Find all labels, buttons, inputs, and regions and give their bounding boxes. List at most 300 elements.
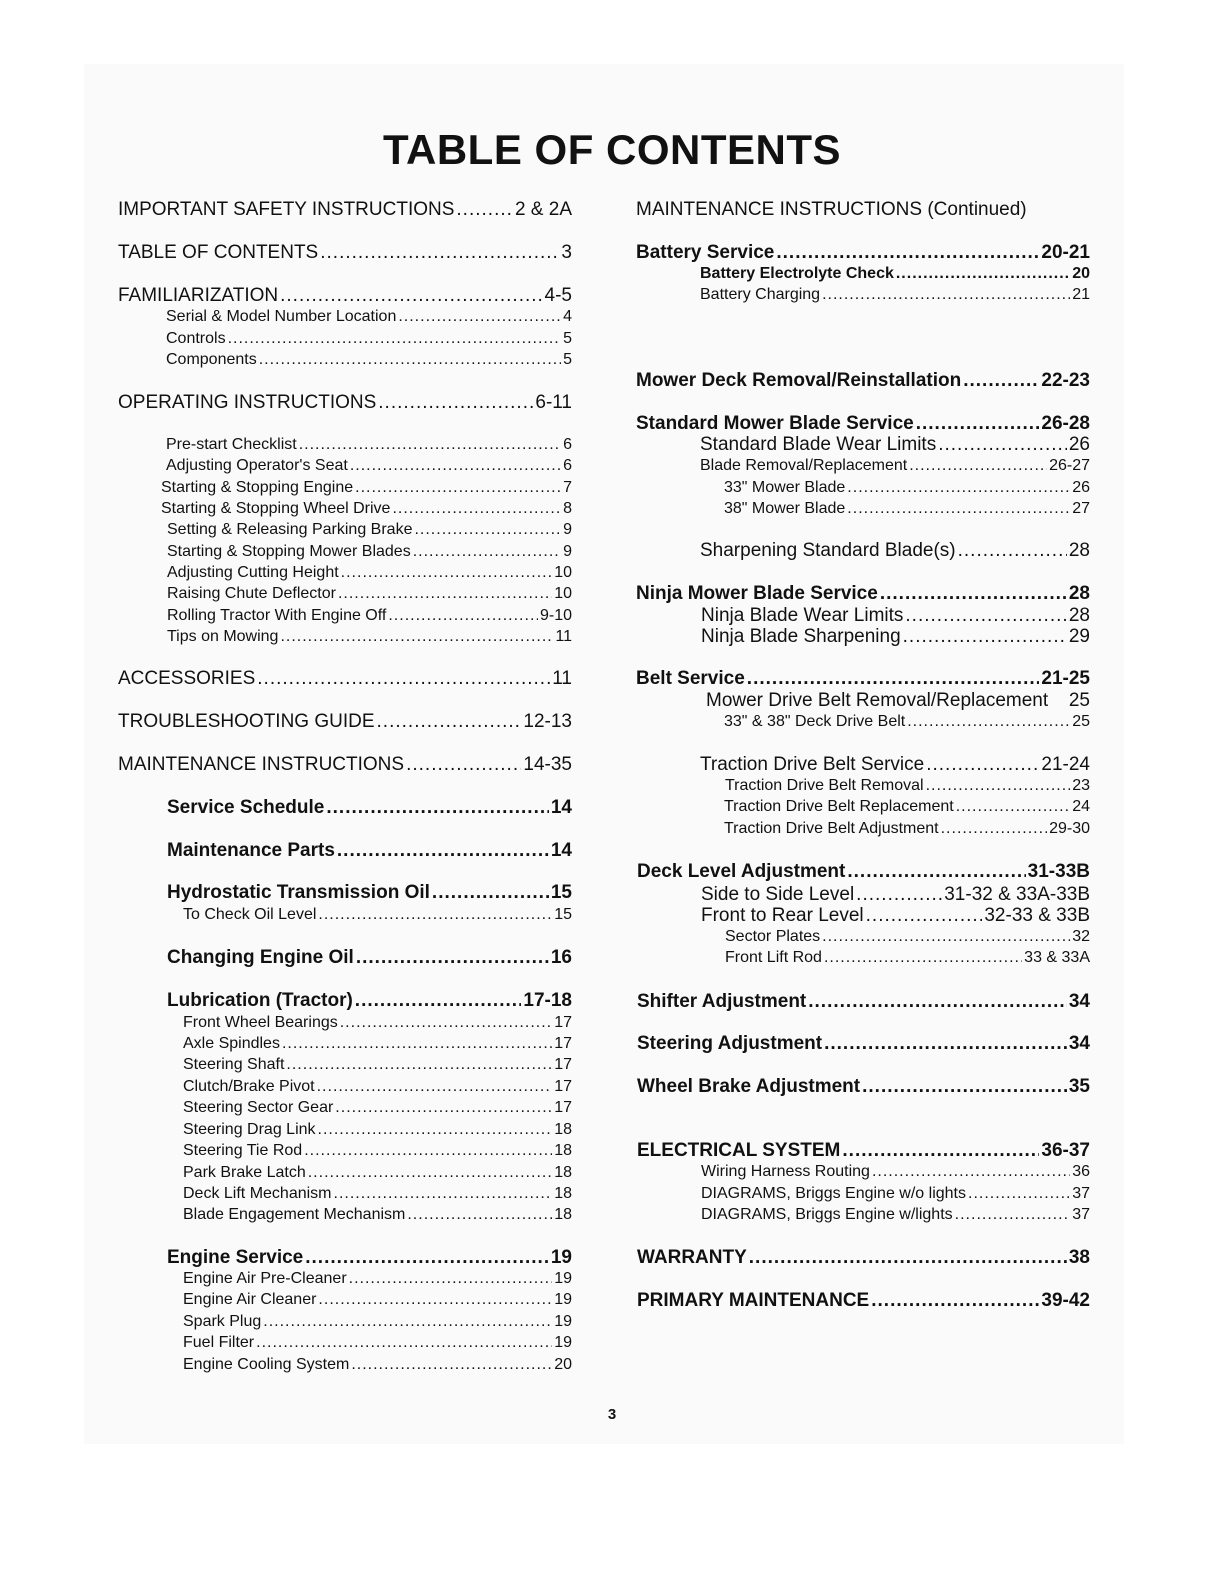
- toc-entry-label: Front to Rear Level: [701, 905, 864, 926]
- toc-entry-label: IMPORTANT SAFETY INSTRUCTIONS: [118, 199, 455, 220]
- dot-leader: [256, 1334, 552, 1352]
- toc-entry-page: 9: [563, 521, 572, 538]
- toc-entry-page: 26-27: [1049, 457, 1090, 474]
- toc-entry-warranty: [637, 1247, 1090, 1269]
- toc-entry-page: 18: [554, 1164, 572, 1181]
- toc-entry-wheel-brake-adjustment: [637, 1076, 1090, 1098]
- page-title: TABLE OF CONTENTS: [382, 126, 842, 173]
- toc-entry-label: Mower Deck Removal/Reinstallation: [636, 370, 962, 391]
- toc-entry-page: 21-25: [1041, 668, 1090, 689]
- dot-leader: [842, 1140, 1039, 1162]
- toc-entry-page: 20: [1072, 265, 1090, 282]
- toc-entry-label: Hydrostatic Transmission Oil: [167, 882, 430, 903]
- toc-entry-page: 28: [1068, 583, 1090, 604]
- toc-entry-label: Traction Drive Belt Service: [700, 754, 925, 775]
- toc-entry-page: 39-42: [1041, 1290, 1090, 1311]
- dot-leader: [872, 1163, 1070, 1181]
- toc-entry-label: Components: [166, 351, 257, 368]
- toc-entry-operating-instructions: [118, 392, 572, 414]
- toc-entry-label: Steering Tie Rod: [183, 1142, 303, 1159]
- toc-entry-label: Deck Level Adjustment: [637, 861, 846, 882]
- toc-entry-label: Axle Spindles: [183, 1035, 280, 1052]
- toc-entry-label: Wiring Harness Routing: [701, 1163, 870, 1180]
- dot-leader: [398, 308, 561, 326]
- toc-entry-page: 2 & 2A: [514, 199, 572, 220]
- dot-leader: [320, 242, 559, 264]
- toc-entry-label: Starting & Stopping Wheel Drive: [161, 500, 391, 517]
- toc-entry-page: 9: [563, 543, 572, 560]
- toc-entry-steering-adjustment: [637, 1033, 1090, 1055]
- dot-leader: [340, 1014, 552, 1032]
- toc-entry-label: Service Schedule: [167, 797, 325, 818]
- toc-entry-page: 22-23: [1041, 370, 1090, 391]
- toc-entry-label: Side to Side Level: [701, 884, 855, 905]
- dot-leader: [355, 990, 522, 1012]
- dot-leader: [903, 626, 1067, 648]
- toc-entry-label: Front Wheel Bearings: [183, 1014, 338, 1031]
- toc-entry-page: 18: [554, 1121, 572, 1138]
- toc-entry-page: 6: [563, 457, 572, 474]
- toc-entry-page: 17: [554, 1099, 572, 1116]
- toc-entry-page: 18: [554, 1142, 572, 1159]
- toc-entry-page: 11: [552, 668, 572, 689]
- toc-entry-page: 28: [1068, 605, 1090, 626]
- toc-entry-starting-stopping-mower-blades: [167, 543, 572, 561]
- toc-entry-page: 34: [1068, 1033, 1090, 1054]
- toc-entry-page: 6-11: [535, 392, 572, 413]
- dot-leader: [907, 713, 1070, 731]
- toc-entry-blade-removal-replacement: [700, 457, 1090, 475]
- toc-entry-page: 35: [1068, 1076, 1090, 1097]
- dot-leader: [862, 1076, 1067, 1098]
- toc-entry-label: Traction Drive Belt Removal: [725, 777, 924, 794]
- dot-leader: [280, 285, 542, 307]
- toc-entry-label: Steering Sector Gear: [183, 1099, 334, 1116]
- toc-entry-38-mower-blade: [724, 500, 1090, 518]
- dot-leader: [305, 1247, 549, 1269]
- toc-entry-page: 17: [554, 1035, 572, 1052]
- dot-leader: [299, 436, 561, 454]
- toc-entry-clutch-brake-pivot: [183, 1078, 572, 1096]
- dot-leader: [747, 668, 1040, 690]
- toc-entry-sector-plates: [725, 928, 1090, 946]
- toc-entry-lubrication-tractor: [167, 990, 572, 1012]
- dot-leader: [308, 1164, 552, 1182]
- toc-entry-label: Starting & Stopping Engine: [161, 479, 354, 496]
- toc-entry-page: 32: [1072, 928, 1090, 945]
- toc-entry-adjusting-cutting-height: [167, 564, 572, 582]
- toc-entry-label: Raising Chute Deflector: [167, 585, 336, 602]
- toc-entry-engine-service: [167, 1247, 572, 1269]
- toc-entry-accessories: [118, 668, 572, 690]
- toc-entry-front-lift-rod: [725, 949, 1090, 967]
- toc-entry-adjusting-operator-s-seat: [166, 457, 572, 475]
- toc-entry-page: 26-28: [1041, 413, 1090, 434]
- toc-entry-page: 10: [554, 564, 572, 581]
- toc-entry-park-brake-latch: [183, 1164, 572, 1182]
- toc-entry-page: 37: [1072, 1185, 1090, 1202]
- toc-entry-page: 19: [554, 1291, 572, 1308]
- dot-leader: [916, 413, 1040, 435]
- toc-entry-page: 17: [554, 1056, 572, 1073]
- toc-entry-maintenance-instructions: [118, 754, 572, 776]
- dot-leader: [228, 330, 562, 348]
- dot-leader: [880, 583, 1067, 605]
- dot-leader: [318, 1121, 553, 1139]
- dot-leader: [286, 1056, 552, 1074]
- toc-entry-front-wheel-bearings: [183, 1014, 572, 1032]
- toc-entry-hydrostatic-transmission-oil: [167, 882, 572, 904]
- dot-leader: [896, 265, 1070, 283]
- dot-leader: [355, 479, 561, 497]
- toc-entry-pre-start-checklist: [166, 436, 572, 454]
- toc-entry-label: ACCESSORIES: [118, 668, 256, 689]
- toc-entry-label: FAMILIARIZATION: [118, 285, 279, 306]
- toc-entry-label: Steering Shaft: [183, 1056, 285, 1073]
- toc-entry-page: 14: [550, 797, 572, 818]
- toc-entry-primary-maintenance: [637, 1290, 1090, 1312]
- toc-entry-belt-service: [636, 668, 1090, 690]
- dot-leader: [822, 286, 1070, 304]
- toc-entry-mower-deck-removal-reinstallation: [636, 370, 1090, 392]
- toc-entry-label: Engine Service: [167, 1247, 304, 1268]
- toc-entry-label: MAINTENANCE INSTRUCTIONS: [118, 754, 405, 775]
- toc-entry-label: ELECTRICAL SYSTEM: [637, 1140, 841, 1161]
- dot-leader: [338, 585, 552, 603]
- toc-entry-page: 8: [563, 500, 572, 517]
- toc-entry-page: 7: [563, 479, 572, 496]
- dot-leader: [956, 798, 1070, 816]
- toc-entry-page: 38: [1068, 1247, 1090, 1268]
- right-header-suffix: (Continued): [927, 199, 1027, 220]
- toc-entry-familiarization: [118, 285, 572, 307]
- dot-leader: [847, 479, 1070, 497]
- toc-entry-service-schedule: [167, 797, 572, 819]
- toc-entry-page: 29-30: [1049, 820, 1090, 837]
- dot-leader: [337, 840, 549, 862]
- dot-leader: [350, 457, 561, 475]
- dot-leader: [257, 668, 550, 690]
- toc-entry-electrical-system: [637, 1140, 1090, 1162]
- toc-entry-page: 26: [1072, 479, 1090, 496]
- toc-entry-page: 19: [554, 1334, 572, 1351]
- toc-entry-page: 5: [563, 330, 572, 347]
- dot-leader: [938, 434, 1067, 456]
- dot-leader: [318, 1291, 552, 1309]
- toc-entry-label: Starting & Stopping Mower Blades: [167, 543, 411, 560]
- toc-entry-label: Steering Adjustment: [637, 1033, 823, 1054]
- toc-entry-label: Engine Air Cleaner: [183, 1291, 317, 1308]
- toc-entry-steering-tie-rod: [183, 1142, 572, 1160]
- toc-entry-page: 11: [555, 628, 572, 645]
- toc-entry-page: 25: [1068, 690, 1090, 711]
- dot-leader: [871, 1290, 1039, 1312]
- toc-entry-label: Lubrication (Tractor): [167, 990, 353, 1011]
- toc-entry-label: Blade Removal/Replacement: [700, 457, 908, 474]
- toc-entry-page: 36: [1072, 1163, 1090, 1180]
- dot-leader: [392, 500, 561, 518]
- dot-leader: [824, 1033, 1067, 1055]
- toc-entry-label: Battery Service: [636, 242, 775, 263]
- toc-entry-label: Sector Plates: [725, 928, 821, 945]
- dot-leader: [926, 777, 1071, 795]
- toc-entry-label: To Check Oil Level: [183, 906, 317, 923]
- toc-entry-label: Wheel Brake Adjustment: [637, 1076, 861, 1097]
- toc-entry-page: 36-37: [1041, 1140, 1090, 1161]
- toc-entry-label: OPERATING INSTRUCTIONS: [118, 392, 377, 413]
- dot-leader: [847, 861, 1025, 883]
- toc-entry-shifter-adjustment: [637, 991, 1090, 1013]
- toc-entry-page: 21-24: [1041, 754, 1090, 775]
- toc-entry-label: Serial & Model Number Location: [166, 308, 397, 325]
- toc-entry-label: Maintenance Parts: [167, 840, 335, 861]
- toc-entry-page: 4-5: [544, 285, 572, 306]
- toc-entry-important-safety-instructions: [118, 199, 572, 221]
- toc-entry-label: 33" & 38" Deck Drive Belt: [724, 713, 906, 730]
- toc-entry-page: 9-10: [539, 607, 572, 624]
- dot-leader: [963, 370, 1039, 392]
- toc-entry-deck-level-adjustment: [637, 861, 1090, 883]
- toc-entry-label: Fuel Filter: [183, 1334, 255, 1351]
- toc-entry-ninja-blade-sharpening: [701, 626, 1090, 648]
- dot-leader: [317, 1078, 553, 1096]
- toc-entry-label: Belt Service: [636, 668, 745, 689]
- toc-entry-starting-stopping-engine: [161, 479, 572, 497]
- toc-entry-page: 14-35: [523, 754, 572, 775]
- dot-leader: [413, 543, 561, 561]
- toc-entry-setting-releasing-parking-brake: [167, 521, 572, 539]
- toc-entry-page: 5: [563, 351, 572, 368]
- toc-entry-axle-spindles: [183, 1035, 572, 1053]
- toc-entry-page: 33 & 33A: [1024, 949, 1090, 966]
- toc-entry-side-to-side-level: [701, 884, 1090, 906]
- dot-leader: [377, 711, 522, 733]
- toc-entry-diagrams-briggs-engine-w-o-lights: [701, 1185, 1090, 1203]
- toc-entry-fuel-filter: [183, 1334, 572, 1352]
- toc-entry-traction-drive-belt-service: [700, 754, 1090, 776]
- toc-entry-diagrams-briggs-engine-w-lights: [701, 1206, 1090, 1224]
- dot-leader: [808, 991, 1067, 1013]
- toc-entry-label: Spark Plug: [183, 1313, 262, 1330]
- dot-leader: [414, 521, 561, 539]
- toc-entry-page: 34: [1068, 991, 1090, 1012]
- toc-entry-rolling-tractor-with-engine-off: [167, 607, 572, 625]
- toc-entry-label: Adjusting Operator's Seat: [166, 457, 348, 474]
- dot-leader: [847, 500, 1070, 518]
- dot-leader: [822, 928, 1070, 946]
- dot-leader: [351, 1356, 552, 1374]
- toc-entry-engine-air-pre-cleaner: [183, 1270, 572, 1288]
- dot-leader: [909, 457, 1047, 475]
- dot-leader: [776, 242, 1039, 264]
- toc-entry-page: 15: [554, 906, 572, 923]
- dot-leader: [326, 797, 548, 819]
- toc-entry-components: [166, 351, 572, 369]
- toc-entry-label: 33" Mower Blade: [724, 479, 846, 496]
- toc-entry-standard-blade-wear-limits: [700, 434, 1090, 456]
- toc-entry-label: Traction Drive Belt Replacement: [724, 798, 954, 815]
- toc-entry-label: Setting & Releasing Parking Brake: [167, 521, 413, 538]
- toc-entry-ninja-blade-wear-limits: [701, 605, 1090, 627]
- toc-entry-label: Clutch/Brake Pivot: [183, 1078, 315, 1095]
- dot-leader: [282, 1035, 552, 1053]
- toc-entry-to-check-oil-level: [183, 906, 572, 924]
- dot-leader: [378, 392, 533, 414]
- toc-entry-page: 15: [550, 882, 572, 903]
- toc-entry-changing-engine-oil: [167, 947, 572, 969]
- dot-leader: [955, 1206, 1071, 1224]
- toc-entry-label: Park Brake Latch: [183, 1164, 306, 1181]
- toc-entry-page: 31-33B: [1027, 861, 1090, 882]
- dot-leader: [905, 605, 1066, 627]
- toc-entry-label: Sharpening Standard Blade(s): [700, 540, 956, 561]
- toc-entry-label: Mower Drive Belt Removal/Replacement: [706, 690, 1049, 711]
- toc-entry-label: DIAGRAMS, Briggs Engine w/lights: [701, 1206, 953, 1223]
- toc-entry-label: Standard Blade Wear Limits: [700, 434, 937, 455]
- toc-entry-label: Blade Engagement Mechanism: [183, 1206, 406, 1223]
- toc-entry-maintenance-parts: [167, 840, 572, 862]
- dot-leader: [926, 754, 1039, 776]
- toc-entry-label: Battery Charging: [700, 286, 821, 303]
- toc-entry-page: 19: [554, 1313, 572, 1330]
- dot-leader: [263, 1313, 552, 1331]
- toc-entry-label: Battery Electrolyte Check: [700, 265, 894, 282]
- toc-entry-page: 18: [554, 1206, 572, 1223]
- dot-leader: [941, 820, 1047, 838]
- toc-entry-engine-cooling-system: [183, 1356, 572, 1374]
- toc-entry-page: 21: [1072, 286, 1090, 303]
- toc-entry-table-of-contents: [118, 242, 572, 264]
- toc-entry-label: TABLE OF CONTENTS: [118, 242, 319, 263]
- toc-entry-battery-service: [636, 242, 1090, 264]
- toc-entry-traction-drive-belt-removal: [725, 777, 1090, 795]
- toc-entry-page: 25: [1072, 713, 1090, 730]
- toc-entry-page: 23: [1072, 777, 1090, 794]
- toc-entry-label: Ninja Blade Sharpening: [701, 626, 901, 647]
- dot-leader: [407, 1206, 552, 1224]
- dot-leader: [304, 1142, 552, 1160]
- toc-entry-page: 12-13: [523, 711, 572, 732]
- toc-entry-label: Steering Drag Link: [183, 1121, 316, 1138]
- toc-entry-page: 17: [554, 1078, 572, 1095]
- toc-entry-page: 20: [554, 1356, 572, 1373]
- toc-entry-label: Deck Lift Mechanism: [183, 1185, 332, 1202]
- toc-entry-page: 26: [1068, 434, 1090, 455]
- dot-leader: [318, 906, 552, 924]
- toc-entry-label: Controls: [166, 330, 226, 347]
- dot-leader: [968, 1185, 1070, 1203]
- toc-entry-raising-chute-deflector: [167, 585, 572, 603]
- right-column-header: [636, 199, 1027, 221]
- toc-entry-page: 14: [550, 840, 572, 861]
- toc-entry-ninja-mower-blade-service: [636, 583, 1090, 605]
- toc-entry-label: Changing Engine Oil: [167, 947, 354, 968]
- toc-entry-label: Traction Drive Belt Adjustment: [724, 820, 939, 837]
- toc-entry-starting-stopping-wheel-drive: [161, 500, 572, 518]
- toc-entry-page: 20-21: [1041, 242, 1090, 263]
- dot-leader: [824, 949, 1022, 967]
- toc-entry-label: Standard Mower Blade Service: [636, 413, 914, 434]
- toc-entry-page: 4: [563, 308, 572, 325]
- toc-entry-label: Ninja Blade Wear Limits: [701, 605, 904, 626]
- toc-entry-standard-mower-blade-service: [636, 413, 1090, 435]
- toc-entry-page: 29: [1068, 626, 1090, 647]
- toc-entry-spark-plug: [183, 1313, 572, 1331]
- toc-entry-sharpening-standard-blade-s: [700, 540, 1090, 562]
- toc-entry-battery-electrolyte-check: [700, 265, 1090, 283]
- toc-entry-label: Ninja Mower Blade Service: [636, 583, 878, 604]
- toc-entry-label: TROUBLESHOOTING GUIDE: [118, 711, 375, 732]
- toc-entry-page: 28: [1068, 540, 1090, 561]
- toc-entry-label: PRIMARY MAINTENANCE: [637, 1290, 870, 1311]
- toc-entry-page: 10: [554, 585, 572, 602]
- toc-entry-label: Engine Air Pre-Cleaner: [183, 1270, 347, 1287]
- toc-entry-label: Shifter Adjustment: [637, 991, 807, 1012]
- toc-entry-label: Pre-start Checklist: [166, 436, 297, 453]
- dot-leader: [432, 882, 549, 904]
- toc-entry-traction-drive-belt-adjustment: [724, 820, 1090, 838]
- toc-entry-label: 38" Mower Blade: [724, 500, 846, 517]
- toc-entry-label: Rolling Tractor With Engine Off: [167, 607, 387, 624]
- toc-entry-page: 32-33 & 33B: [984, 905, 1090, 926]
- toc-entry-label: Adjusting Cutting Height: [167, 564, 339, 581]
- toc-entry-steering-sector-gear: [183, 1099, 572, 1117]
- toc-entry-page: 6: [563, 436, 572, 453]
- toc-entry-page: 24: [1072, 798, 1090, 815]
- toc-entry-label: Tips on Mowing: [167, 628, 279, 645]
- toc-entry-steering-drag-link: [183, 1121, 572, 1139]
- toc-entry-page: 18: [554, 1185, 572, 1202]
- toc-entry-deck-lift-mechanism: [183, 1185, 572, 1203]
- toc-entry-page: 27: [1072, 500, 1090, 517]
- toc-entry-33-38-deck-drive-belt: [724, 713, 1090, 731]
- toc-entry-traction-drive-belt-replacement: [724, 798, 1090, 816]
- toc-entry-page: 17-18: [523, 990, 572, 1011]
- toc-entry-controls: [166, 330, 572, 348]
- dot-leader: [866, 905, 983, 927]
- toc-entry-blade-engagement-mechanism: [183, 1206, 572, 1224]
- dot-leader: [856, 884, 942, 906]
- dot-leader: [259, 351, 561, 369]
- toc-entry-33-mower-blade: [724, 479, 1090, 497]
- dot-leader: [280, 628, 553, 646]
- right-header-label: MAINTENANCE INSTRUCTIONS: [636, 199, 923, 220]
- toc-entry-engine-air-cleaner: [183, 1291, 572, 1309]
- toc-entry-front-to-rear-level: [701, 905, 1090, 927]
- toc-entry-serial-model-number-location: [166, 308, 572, 326]
- toc-entry-page: 16: [550, 947, 572, 968]
- dot-leader: [334, 1185, 553, 1203]
- dot-leader: [356, 947, 549, 969]
- toc-entry-page: 17: [554, 1014, 572, 1031]
- toc-entry-troubleshooting-guide: [118, 711, 572, 733]
- dot-leader: [335, 1099, 552, 1117]
- dot-leader: [958, 540, 1067, 562]
- toc-entry-label: Front Lift Rod: [725, 949, 822, 966]
- toc-entry-page: 31-32 & 33A-33B: [944, 884, 1090, 905]
- toc-entry-mower-drive-belt-removal-replacement: [706, 690, 1090, 712]
- dot-leader: [341, 564, 553, 582]
- toc-entry-steering-shaft: [183, 1056, 572, 1074]
- toc-entry-wiring-harness-routing: [701, 1163, 1090, 1181]
- toc-entry-page: 37: [1072, 1206, 1090, 1223]
- dot-leader: [388, 607, 538, 625]
- toc-entry-label: DIAGRAMS, Briggs Engine w/o lights: [701, 1185, 966, 1202]
- toc-entry-page: 19: [550, 1247, 572, 1268]
- dot-leader: [749, 1247, 1067, 1269]
- toc-entry-label: WARRANTY: [637, 1247, 747, 1268]
- dot-leader: [406, 754, 521, 776]
